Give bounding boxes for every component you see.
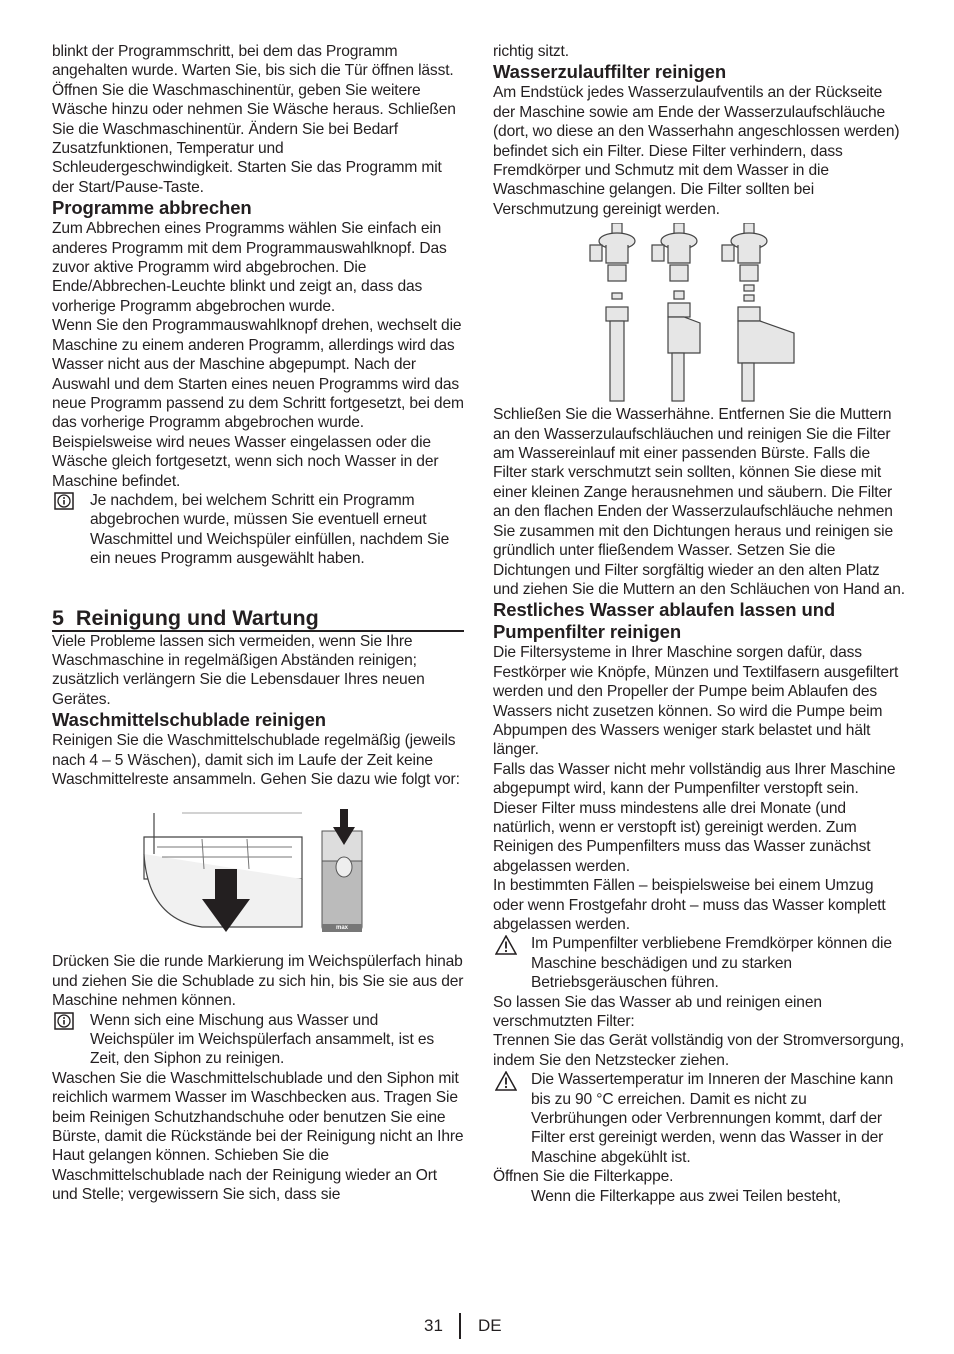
section-heading: [52, 606, 464, 632]
warning-icon: [495, 1071, 517, 1096]
right-column: [493, 42, 905, 1206]
drawer-illustration: [52, 809, 464, 944]
section-title: Reinigung und Wartung: [75, 605, 319, 630]
pump-heading: Restliches Wasser ablaufen lassen und Pumpenfilter reinigen: [493, 599, 836, 643]
drawer-paragraph-1: Reinigen Sie die Waschmittelschublade regelmäßig (jeweils nach 4 – 5 Wäschen), damit sich im Laufe der Zeit keine Waschmittelreste ansammeln. Gehen Sie dazu wie folgt vor:: [52, 732, 460, 788]
tap-filter-illustration: [584, 223, 814, 405]
tap-filter-figure: [493, 223, 905, 405]
intro-paragraph: blinkt der Programmschritt, bei dem das Programm angehalten wurde. Warten Sie, bis sich die Tür öffnen lässt. Öffnen Sie die Waschmaschinentür, geben Sie weitere Wäsche hinzu oder nehmen Sie Wäsche heraus. Schließen Sie die Waschmaschinentür. Ändern Sie bei Bedarf Zusatzfunktionen, Temperatur und Schleudergeschwindigkeit. Starten Sie das Programm mit der Start/Pause-Taste.: [52, 43, 456, 196]
cancel-note: [52, 491, 464, 569]
filter-paragraph-2: Schließen Sie die Wasserhähne. Entfernen Sie die Muttern an den Wasserzulaufschläuchen und reinigen Sie die Filter am Wassereinlauf mit einer passenden Bürste. Falls die Filter stark verschmutzt sein sollten, können Sie diese mit einer kleinen Zange herausnehmen und säubern. Die Filter an den flachen Enden der Wasserzulaufschläuche nehmen Sie zusammen mit den Dichtungen heraus und reinigen sie gründlich unter fließendem Wasser. Setzen Sie die Dichtungen und Filter sorgfältig wieder an den alten Platz und ziehen Sie die Muttern an den Schläuchen von Hand an.: [493, 406, 905, 598]
section-intro: Viele Probleme lassen sich vermeiden, wenn Sie Ihre Waschmaschine in regelmäßigen Abständen reinigen; zusätzlich verlängern Sie die Lebensdauer Ihres neuen Gerätes.: [52, 632, 425, 708]
pump-warning-1-text: Im Pumpenfilter verbliebene Fremdkörper können die Maschine beschädigen und zu starken Betriebsgeräuschen führen.: [531, 935, 892, 992]
page-number: 31: [424, 1316, 443, 1335]
pump-warning-2-text: Die Wassertemperatur im Inneren der Maschine kann bis zu 90 °C erreichen. Damit es nicht zu Verbrühungen oder Verbrennungen kommt, darf der Filter erst gereinigt werden, wenn das Wasser in der Maschine abgekühlt ist.: [531, 1071, 894, 1166]
drawer-paragraph-3: Waschen Sie die Waschmittelschublade und den Siphon mit reichlich warmem Wasser im Waschbecken aus. Tragen Sie beim Reinigen Schutzhandschuhe oder benutzen Sie eine Bürste, damit die Rückstände bei der Reinigung nicht an Ihre Haut gelangen können. Schieben Sie die Waschmittelschublade nach der Reinigung wieder an Ort und Stelle; vergewissern Sie sich, dass sie: [52, 1069, 464, 1204]
pump-paragraph-6: Öffnen Sie die Filterkappe.: [493, 1168, 674, 1186]
footer-divider: [459, 1313, 461, 1339]
cancel-note-text: Je nachdem, bei welchem Schritt ein Programm abgebrochen wurde, müssen Sie eventuell erneut Waschmittel und Weichspüler einfüllen, nachdem Sie ein neues Programm ausgewählt haben.: [90, 491, 450, 568]
section-number: 5: [52, 605, 64, 630]
cancel-heading: Programme abbrechen: [52, 197, 252, 219]
max-label: max: [336, 925, 349, 932]
warning-icon: [495, 935, 517, 960]
drawer-heading: Waschmittelschublade reinigen: [52, 709, 326, 731]
language-code: DE: [478, 1316, 502, 1335]
drawer-note: [52, 1011, 464, 1069]
left-column: [52, 42, 464, 1205]
pump-paragraph-7: Wenn die Filterkappe aus zwei Teilen besteht,: [531, 1187, 841, 1205]
pump-paragraph-4: So lassen Sie das Wasser ab und reinigen einen verschmutzten Filter:: [493, 993, 822, 1031]
continuation-text: richtig sitzt.: [493, 43, 569, 60]
info-icon: [54, 492, 74, 515]
filter-heading: Wasserzulauffilter reinigen: [493, 61, 727, 83]
pump-paragraph-2: Falls das Wasser nicht mehr vollständig aus Ihrer Maschine abgepumpt wird, kann der Pumpenfilter verstopft sein. Dieser Filter muss mindestens alle drei Monate (und natürlich, wenn er verstopft ist) gereinigt werden. Zum Reinigen des Pumpenfilters muss das Wasser zunächst abgelassen werden.: [493, 760, 896, 875]
pump-paragraph-5: Trennen Sie das Gerät vollständig von der Stromversorgung, indem Sie den Netzstecker ziehen.: [493, 1032, 905, 1069]
cancel-paragraph-2: Wenn Sie den Programmauswahlknopf drehen, wechselt die Maschine zu einem anderen Programm, allerdings wird das Wasser nicht aus der Maschine abgepumpt. Nach der Auswahl und dem Starten eines neuen Programms wird das neue Programm passend zu dem Schritt fortgesetzt, bei dem das vorherige Programm abgebrochen wurde. Beispielsweise wird neues Wasser eingelassen oder die Wäsche gleich fortgesetzt, wenn sich noch Wasser in der Maschine befindet.: [52, 317, 464, 490]
pump-paragraph-3: In bestimmten Fällen – beispielsweise bei einem Umzug oder wenn Frostgefahr droht – muss das Wasser komplett abgelassen werden.: [493, 877, 886, 933]
cancel-paragraph-1: Zum Abbrechen eines Programms wählen Sie einfach ein anderes Programm mit dem Programmauswahlknopf. Das zuvor aktive Programm wird abgebrochen. Die Ende/Abbrechen-Leuchte blinkt und zeigt an, dass das vorherige Programm abgebrochen wurde.: [52, 220, 447, 315]
filter-paragraph-1: Am Endstück jedes Wasserzulaufventils an der Rückseite der Maschine sowie am Ende der Wasserzulaufschläuche (dort, wo diese an den Wasserhahn angeschlossen werden) befindet sich ein Filter. Diese Filter verhindern, dass Fremdkörper und Schmutz mit dem Wasser in die Waschmaschine gelangen. Die Filter sollten bei Verschmutzung gereinigt werden.: [493, 84, 900, 218]
pump-warning-2: [493, 1070, 905, 1167]
pump-paragraph-1: Die Filtersysteme in Ihrer Maschine sorgen dafür, dass Festkörper wie Knöpfe, Münzen und Textilfasern ausgefiltert werden und den Propeller der Pumpe beim Ablaufen des Wassers nicht zusetzen können. So wird die Pumpe beim Abpumpen des Wassers weniger stark belastet und hält länger.: [493, 644, 899, 759]
drawer-figure: [52, 809, 464, 944]
drawer-note-text: Wenn sich eine Mischung aus Wasser und Weichspüler im Weichspülerfach ansammelt, ist es Zeit, den Siphon zu reinigen.: [90, 1011, 435, 1068]
pump-warning-1: [493, 934, 905, 992]
info-icon: [54, 1012, 74, 1035]
drawer-paragraph-2: Drücken Sie die runde Markierung im Weichspülerfach hinab und ziehen Sie die Schublade zu sich hin, bis Sie sie aus der Maschine nehmen können.: [52, 953, 464, 1010]
